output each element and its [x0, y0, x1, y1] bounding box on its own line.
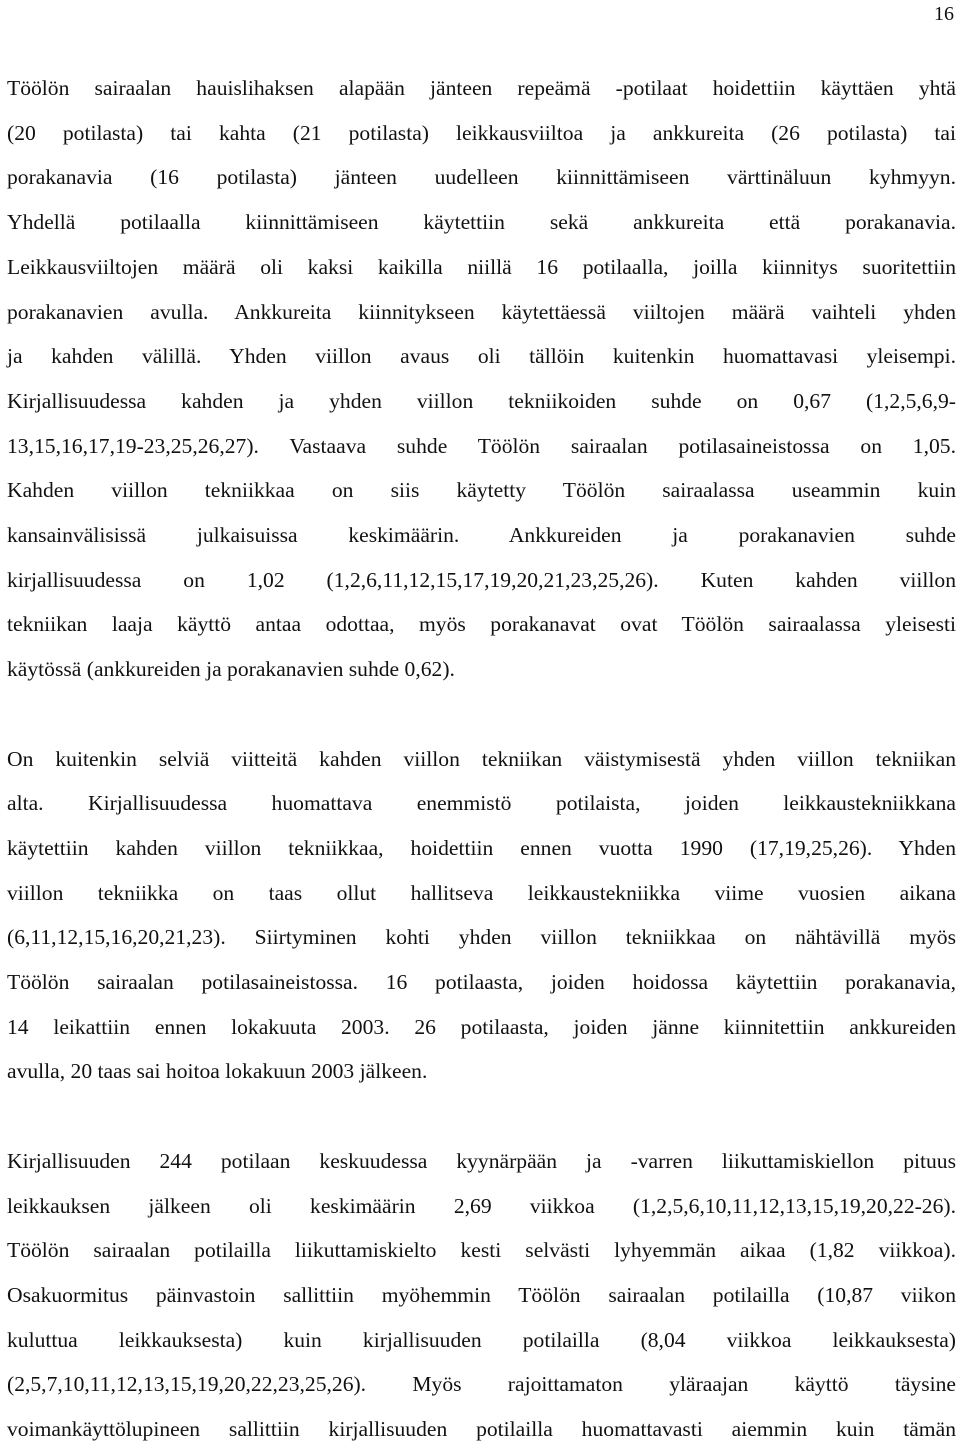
text-line: (6,11,12,15,16,20,21,23). Siirtyminen kohti yhden viillon tekniikkaa on nähtävillä myös: [7, 925, 956, 950]
text-line: Kirjallisuuden 244 potilaan keskuudessa kyynärpään ja -varren liikuttamiskiellon pituus: [7, 1148, 956, 1173]
text-line: käytettiin kahden viillon tekniikkaa, hoidettiin ennen vuotta 1990 (17,19,25,26). Yhden: [7, 835, 956, 860]
text-line: Yhdellä potilaalla kiinnittämiseen käytettiin sekä ankkureita että porakanavia.: [7, 210, 956, 235]
paragraph-2: [7, 737, 956, 1095]
text-line: käytössä (ankkureiden ja porakanavien suhde 0,62).: [7, 657, 455, 682]
paragraph-1: [7, 66, 956, 692]
text-line: (2,5,7,10,11,12,13,15,19,20,22,23,25,26). Myös rajoittamaton yläraajan käyttö täysine: [7, 1372, 956, 1397]
text-line: kuluttua leikkauksesta) kuin kirjallisuuden potilailla (8,04 viikkoa leikkauksesta): [7, 1327, 956, 1352]
text-line: On kuitenkin selviä viitteitä kahden viillon tekniikan väistymisestä yhden viillon tekniikan: [7, 746, 956, 771]
text-line: Osakuormitus päinvastoin sallittiin myöhemmin Töölön sairaalan potilailla (10,87 viikon: [7, 1282, 956, 1307]
text-line: tekniikan laaja käyttö antaa odottaa, myös porakanavat ovat Töölön sairaalassa yleisesti: [7, 612, 956, 637]
text-line: porakanavien avulla. Ankkureita kiinnitykseen käytettäessä viiltojen määrä vaihteli yhden: [7, 299, 956, 324]
text-line: Töölön sairaalan hauislihaksen alapään jänteen repeämä -potilaat hoidettiin käyttäen yhtä: [7, 76, 956, 100]
text-line: avulla, 20 taas sai hoitoa lokakuun 2003 jälkeen.: [7, 1059, 428, 1084]
text-line: Töölön sairaalan potilailla liikuttamiskielto kesti selvästi lyhyemmän aikaa (1,82 viikkoa).: [7, 1238, 956, 1263]
text-line: porakanavia (16 potilasta) jänteen uudelleen kiinnittämiseen värttinäluun kyhmyyn.: [7, 165, 956, 190]
paragraph-3: [7, 1139, 956, 1452]
text-line: kirjallisuudessa on 1,02 (1,2,6,11,12,15,17,19,20,21,23,25,26). Kuten kahden viillon: [7, 567, 956, 592]
text-line: leikkauksen jälkeen oli keskimäärin 2,69 viikkoa (1,2,5,6,10,11,12,13,15,19,20,22-26).: [7, 1193, 956, 1218]
text-line: Kahden viillon tekniikkaa on siis käytetty Töölön sairaalassa useammin kuin: [7, 478, 956, 503]
text-line: Leikkausviiltojen määrä oli kaksi kaikilla niillä 16 potilaalla, joilla kiinnitys suoritettiin: [7, 254, 956, 279]
page-number: 16: [934, 3, 954, 25]
text-line: viillon tekniikka on taas ollut hallitseva leikkaustekniikka viime vuosien aikana: [7, 880, 956, 905]
text-line: ja kahden välillä. Yhden viillon avaus oli tällöin kuitenkin huomattavasi yleisempi.: [7, 344, 956, 369]
text-line: voimankäyttölupineen sallittiin kirjallisuuden potilailla huomattavasti aiemmin kuin tämän: [7, 1417, 956, 1442]
text-line: 14 leikattiin ennen lokakuuta 2003. 26 potilaasta, joiden jänne kiinnitettiin ankkureiden: [7, 1014, 956, 1039]
text-line: Kirjallisuudessa kahden ja yhden viillon tekniikoiden suhde on 0,67 (1,2,5,6,9-: [7, 388, 956, 413]
text-line: (20 potilasta) tai kahta (21 potilasta) leikkausviiltoa ja ankkureita (26 potilasta) tai: [7, 120, 956, 145]
text-line: alta. Kirjallisuudessa huomattava enemmistö potilaista, joiden leikkaustekniikkana: [7, 791, 956, 816]
text-line: 13,15,16,17,19-23,25,26,27). Vastaava suhde Töölön sairaalan potilasaineistossa on 1,05.: [7, 433, 956, 458]
text-line: kansainvälisissä julkaisuissa keskimäärin. Ankkureiden ja porakanavien suhde: [7, 523, 956, 548]
text-line: Töölön sairaalan potilasaineistossa. 16 potilaasta, joiden hoidossa käytettiin porakanavia,: [7, 970, 956, 995]
